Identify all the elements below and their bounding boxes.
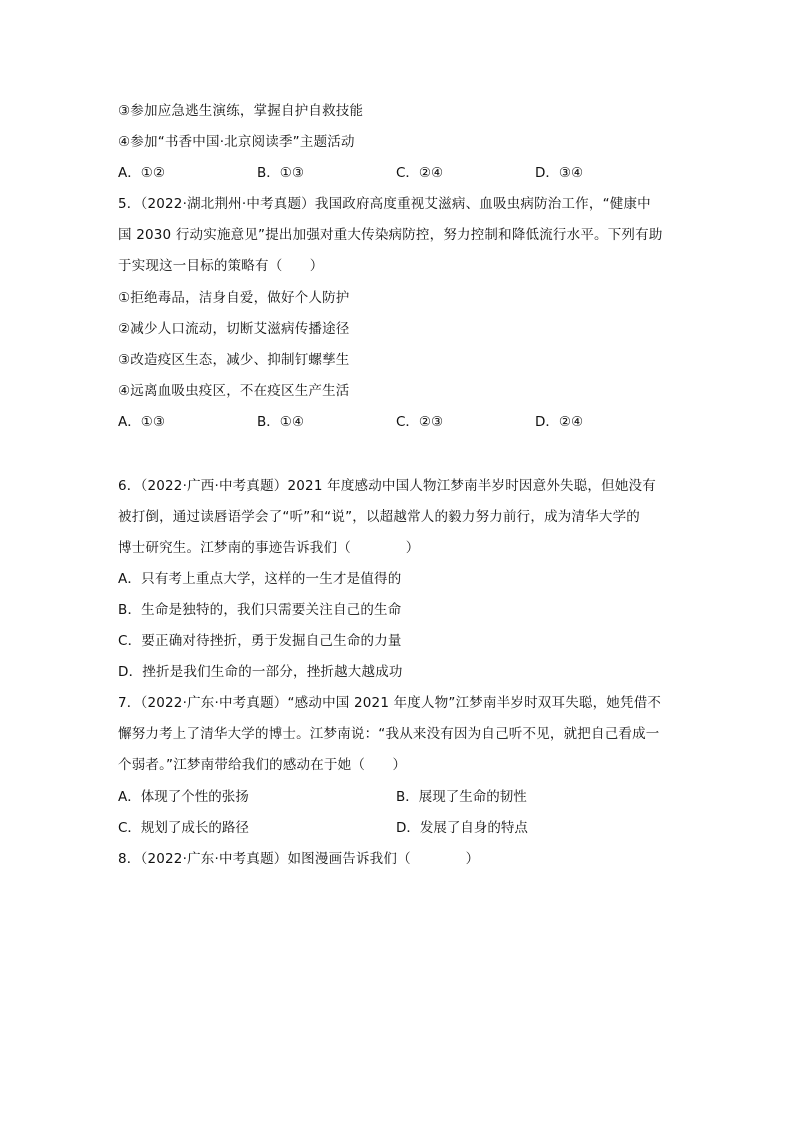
q6-option-c: C．要正确对待挫折，勇于发掘自己生命的力量 <box>118 633 402 649</box>
q6-stem-line-2: 被打倒，通过读唇语学会了“听”和“说”，以超越常人的毅力努力前行，成为清华大学的 <box>118 509 640 525</box>
q5-item-1: ①拒绝毒品，洁身自爱，做好个人防护 <box>118 290 350 306</box>
q7-stem-line-1: 7．（2022·广东·中考真题）“感动中国 2021 年度人物”江梦南半岁时双耳失聪，她凭借不 <box>118 695 662 711</box>
q5-option-c: C．②③ <box>396 414 444 430</box>
q7-stem-line-3: 个弱者。”江梦南带给我们的感动在于她（ ） <box>118 757 407 773</box>
q6-stem-line-3: 博士研究生。江梦南的事迹告诉我们（ ） <box>118 540 420 556</box>
q5-option-d: D．②④ <box>535 414 584 430</box>
q5-stem-line-2: 国 2030 行动实施意见”提出加强对重大传染病防控，努力控制和降低流行水平。下列有助 <box>118 227 663 243</box>
q4-option-c: C．②④ <box>396 165 444 181</box>
q6-option-b: B．生命是独特的，我们只需要关注自己的生命 <box>118 602 402 618</box>
q4-option-a: A．①② <box>118 165 165 181</box>
q7-option-d: D．发展了自身的特点 <box>396 820 528 836</box>
q7-option-c: C．规划了成长的路径 <box>118 820 249 836</box>
q5-stem-line-3: 于实现这一目标的策略有（ ） <box>118 258 324 274</box>
q4-item-4: ④参加“书香中国·北京阅读季”主题活动 <box>118 134 355 150</box>
q4-item-3: ③参加应急逃生演练，掌握自护自救技能 <box>118 103 364 119</box>
q6-option-a: A．只有考上重点大学，这样的一生才是值得的 <box>118 571 402 587</box>
q5-option-a: A．①③ <box>118 414 165 430</box>
q6-stem-line-1: 6．（2022·广西·中考真题）2021 年度感动中国人物江梦南半岁时因意外失聪，但她没有 <box>118 478 656 494</box>
q5-item-3: ③改造疫区生态，减少、抑制钉螺孳生 <box>118 352 350 368</box>
q7-option-a: A．体现了个性的张扬 <box>118 789 249 805</box>
q5-option-b: B．①④ <box>257 414 304 430</box>
q5-item-4: ④远离血吸虫疫区，不在疫区生产生活 <box>118 383 350 399</box>
q8-stem-line-1: 8．（2022·广东·中考真题）如图漫画告诉我们（ ） <box>118 851 480 867</box>
q5-stem-line-1: 5．（2022·湖北荆州·中考真题）我国政府高度重视艾滋病、血吸虫病防治工作，“健康中 <box>118 196 651 212</box>
q7-stem-line-2: 懈努力考上了清华大学的博士。江梦南说：“我从来没有因为自己听不见，就把自己看成一 <box>118 726 660 742</box>
q4-option-b: B．①③ <box>257 165 304 181</box>
q7-option-b: B．展现了生命的韧性 <box>396 789 527 805</box>
q6-option-d: D．挫折是我们生命的一部分，挫折越大越成功 <box>118 664 403 680</box>
q5-item-2: ②减少人口流动，切断艾滋病传播途径 <box>118 321 350 337</box>
q4-option-d: D．③④ <box>535 165 584 181</box>
